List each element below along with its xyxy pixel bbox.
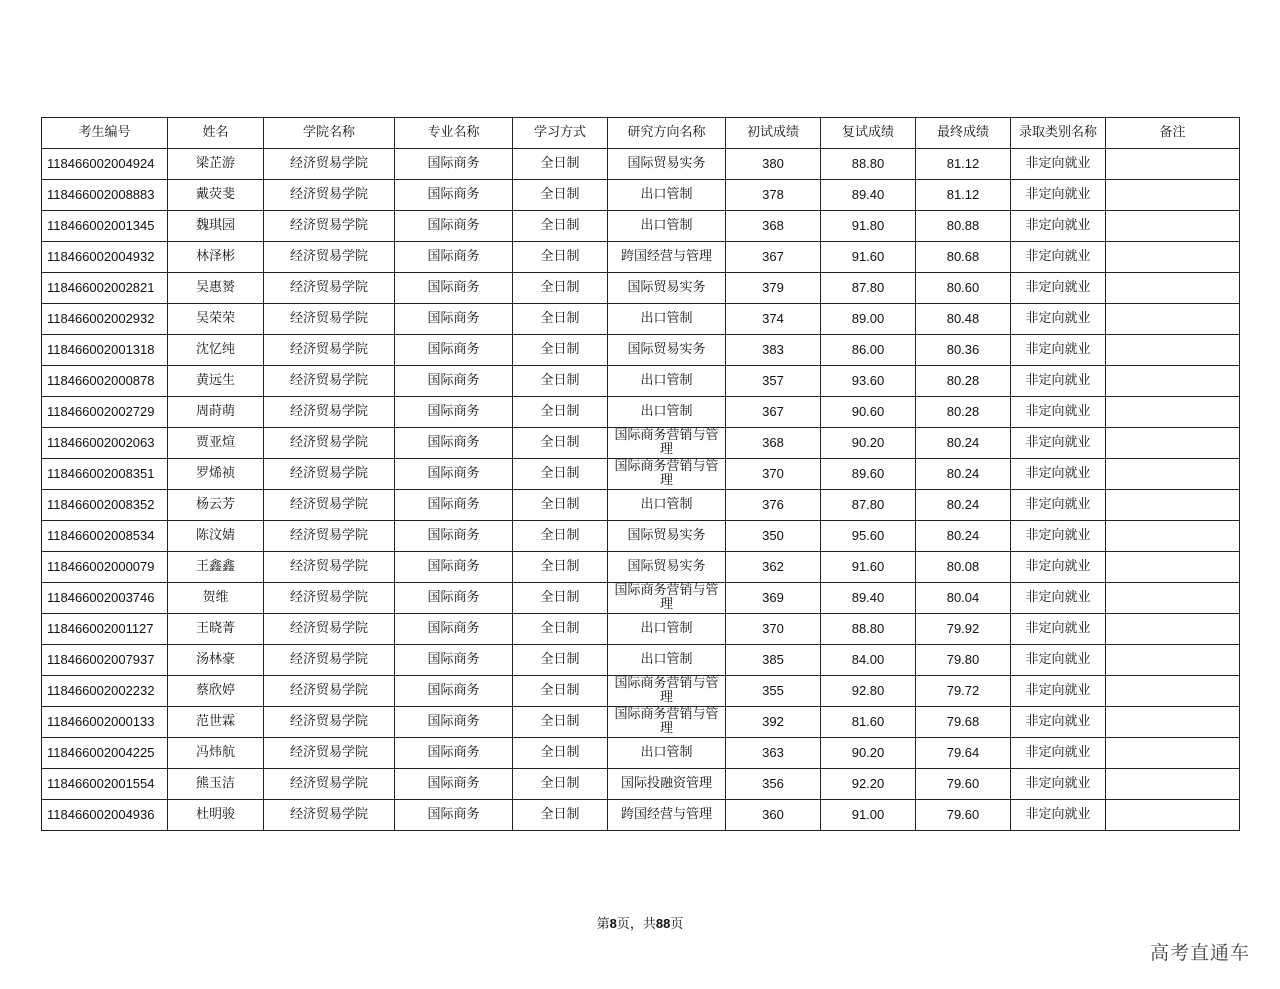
remarks-cell [1106, 583, 1240, 614]
final-score-cell: 81.12 [916, 149, 1011, 180]
admission-type-cell: 非定向就业 [1011, 366, 1106, 397]
college-cell: 经济贸易学院 [264, 428, 395, 459]
initial-score-cell: 362 [726, 552, 821, 583]
admission-type-cell: 非定向就业 [1011, 490, 1106, 521]
retest-score-cell: 81.60 [821, 707, 916, 738]
college-cell: 经济贸易学院 [264, 614, 395, 645]
initial-score-cell: 350 [726, 521, 821, 552]
retest-score-cell: 87.80 [821, 273, 916, 304]
initial-score-cell: 374 [726, 304, 821, 335]
page-footer [0, 913, 1280, 932]
major-cell: 国际商务 [395, 707, 513, 738]
research-direction-cell: 国际贸易实务 [608, 335, 726, 366]
exam-id-cell: 118466002001554 [42, 769, 168, 800]
admission-type-cell: 非定向就业 [1011, 242, 1106, 273]
research-direction-cell: 国际商务营销与管理 [608, 707, 726, 738]
admission-type-cell: 非定向就业 [1011, 738, 1106, 769]
table-row [42, 366, 1240, 397]
table-row [42, 645, 1240, 676]
exam-id-cell: 118466002000079 [42, 552, 168, 583]
major-cell: 国际商务 [395, 335, 513, 366]
remarks-cell [1106, 242, 1240, 273]
study-mode-cell: 全日制 [513, 490, 608, 521]
final-score-cell: 81.12 [916, 180, 1011, 211]
initial-score-cell: 370 [726, 459, 821, 490]
name-cell: 林泽彬 [168, 242, 264, 273]
research-direction-cell: 国际贸易实务 [608, 552, 726, 583]
initial-score-cell: 380 [726, 149, 821, 180]
college-cell: 经济贸易学院 [264, 366, 395, 397]
remarks-cell [1106, 366, 1240, 397]
final-score-cell: 80.24 [916, 428, 1011, 459]
exam-id-cell: 118466002008534 [42, 521, 168, 552]
name-cell: 王鑫鑫 [168, 552, 264, 583]
major-cell: 国际商务 [395, 769, 513, 800]
initial-score-cell: 355 [726, 676, 821, 707]
retest-score-cell: 91.80 [821, 211, 916, 242]
name-cell: 周莳萌 [168, 397, 264, 428]
name-cell: 吴惠赟 [168, 273, 264, 304]
admission-type-cell: 非定向就业 [1011, 428, 1106, 459]
table-row [42, 676, 1240, 707]
header-row [42, 118, 1240, 149]
exam-id-cell: 118466002002932 [42, 304, 168, 335]
retest-score-cell: 88.80 [821, 149, 916, 180]
admission-type-cell: 非定向就业 [1011, 707, 1106, 738]
major-cell: 国际商务 [395, 366, 513, 397]
study-mode-cell: 全日制 [513, 459, 608, 490]
name-cell: 汤林豪 [168, 645, 264, 676]
major-cell: 国际商务 [395, 397, 513, 428]
initial-score-cell: 370 [726, 614, 821, 645]
remarks-cell [1106, 645, 1240, 676]
research-direction-cell: 出口管制 [608, 738, 726, 769]
table-row [42, 273, 1240, 304]
exam-id-cell: 118466002004936 [42, 800, 168, 831]
exam-id-cell: 118466002002063 [42, 428, 168, 459]
research-direction-cell: 国际贸易实务 [608, 149, 726, 180]
exam-id-cell: 118466002002232 [42, 676, 168, 707]
retest-score-cell: 88.80 [821, 614, 916, 645]
admission-type-cell: 非定向就业 [1011, 273, 1106, 304]
study-mode-cell: 全日制 [513, 769, 608, 800]
study-mode-cell: 全日制 [513, 304, 608, 335]
retest-score-cell: 92.80 [821, 676, 916, 707]
research-direction-cell: 出口管制 [608, 211, 726, 242]
remarks-cell [1106, 614, 1240, 645]
final-score-cell: 80.88 [916, 211, 1011, 242]
research-direction-cell: 出口管制 [608, 645, 726, 676]
major-cell: 国际商务 [395, 583, 513, 614]
table-row [42, 738, 1240, 769]
admission-type-cell: 非定向就业 [1011, 521, 1106, 552]
name-cell: 王晓菁 [168, 614, 264, 645]
exam-id-cell: 118466002007937 [42, 645, 168, 676]
remarks-cell [1106, 800, 1240, 831]
exam-id-cell: 118466002008883 [42, 180, 168, 211]
college-cell: 经济贸易学院 [264, 242, 395, 273]
college-cell: 经济贸易学院 [264, 397, 395, 428]
retest-score-cell: 93.60 [821, 366, 916, 397]
retest-score-cell: 91.60 [821, 242, 916, 273]
research-direction-cell: 国际贸易实务 [608, 521, 726, 552]
exam-id-cell: 118466002000133 [42, 707, 168, 738]
initial-score-cell: 356 [726, 769, 821, 800]
name-cell: 戴荧斐 [168, 180, 264, 211]
name-cell: 陈汶婧 [168, 521, 264, 552]
major-cell: 国际商务 [395, 552, 513, 583]
study-mode-cell: 全日制 [513, 335, 608, 366]
admission-type-cell: 非定向就业 [1011, 397, 1106, 428]
initial-score-cell: 367 [726, 397, 821, 428]
research-direction-cell: 国际贸易实务 [608, 273, 726, 304]
table-row [42, 428, 1240, 459]
study-mode-cell: 全日制 [513, 397, 608, 428]
table-row [42, 304, 1240, 335]
remarks-cell [1106, 397, 1240, 428]
final-score-cell: 79.60 [916, 800, 1011, 831]
admission-type-cell: 非定向就业 [1011, 800, 1106, 831]
col-header-name: 姓名 [168, 118, 264, 149]
admission-type-cell: 非定向就业 [1011, 769, 1106, 800]
retest-score-cell: 89.40 [821, 583, 916, 614]
initial-score-cell: 368 [726, 211, 821, 242]
col-header-college: 学院名称 [264, 118, 395, 149]
footer-suffix: 页 [670, 917, 684, 932]
final-score-cell: 79.80 [916, 645, 1011, 676]
college-cell: 经济贸易学院 [264, 707, 395, 738]
study-mode-cell: 全日制 [513, 180, 608, 211]
table-row [42, 583, 1240, 614]
major-cell: 国际商务 [395, 614, 513, 645]
study-mode-cell: 全日制 [513, 707, 608, 738]
college-cell: 经济贸易学院 [264, 738, 395, 769]
col-header-research-direction: 研究方向名称 [608, 118, 726, 149]
research-direction-cell: 出口管制 [608, 490, 726, 521]
initial-score-cell: 392 [726, 707, 821, 738]
initial-score-cell: 376 [726, 490, 821, 521]
exam-id-cell: 118466002008352 [42, 490, 168, 521]
major-cell: 国际商务 [395, 676, 513, 707]
retest-score-cell: 91.00 [821, 800, 916, 831]
name-cell: 罗烯祯 [168, 459, 264, 490]
name-cell: 蔡欣婷 [168, 676, 264, 707]
name-cell: 范世霖 [168, 707, 264, 738]
study-mode-cell: 全日制 [513, 521, 608, 552]
research-direction-cell: 国际投融资管理 [608, 769, 726, 800]
admission-type-cell: 非定向就业 [1011, 676, 1106, 707]
exam-id-cell: 118466002002821 [42, 273, 168, 304]
final-score-cell: 79.64 [916, 738, 1011, 769]
major-cell: 国际商务 [395, 738, 513, 769]
initial-score-cell: 383 [726, 335, 821, 366]
admission-type-cell: 非定向就业 [1011, 552, 1106, 583]
admission-type-cell: 非定向就业 [1011, 614, 1106, 645]
exam-id-cell: 118466002008351 [42, 459, 168, 490]
final-score-cell: 79.60 [916, 769, 1011, 800]
admission-type-cell: 非定向就业 [1011, 180, 1106, 211]
col-header-exam-id: 考生编号 [42, 118, 168, 149]
initial-score-cell: 385 [726, 645, 821, 676]
research-direction-cell: 国际商务营销与管理 [608, 459, 726, 490]
college-cell: 经济贸易学院 [264, 304, 395, 335]
retest-score-cell: 90.20 [821, 428, 916, 459]
remarks-cell [1106, 490, 1240, 521]
name-cell: 杨云芳 [168, 490, 264, 521]
name-cell: 冯炜航 [168, 738, 264, 769]
table-row [42, 459, 1240, 490]
research-direction-cell: 出口管制 [608, 304, 726, 335]
footer-total-pages: 88 [655, 916, 671, 931]
retest-score-cell: 92.20 [821, 769, 916, 800]
major-cell: 国际商务 [395, 180, 513, 211]
study-mode-cell: 全日制 [513, 149, 608, 180]
research-direction-cell: 国际商务营销与管理 [608, 428, 726, 459]
exam-id-cell: 118466002000878 [42, 366, 168, 397]
name-cell: 黄远生 [168, 366, 264, 397]
study-mode-cell: 全日制 [513, 583, 608, 614]
col-header-remarks: 备注 [1106, 118, 1240, 149]
table-row [42, 800, 1240, 831]
col-header-admission-type: 录取类别名称 [1011, 118, 1106, 149]
retest-score-cell: 90.60 [821, 397, 916, 428]
study-mode-cell: 全日制 [513, 738, 608, 769]
name-cell: 沈忆纯 [168, 335, 264, 366]
table-body [42, 149, 1240, 831]
major-cell: 国际商务 [395, 149, 513, 180]
final-score-cell: 80.24 [916, 521, 1011, 552]
college-cell: 经济贸易学院 [264, 149, 395, 180]
col-header-retest-score: 复试成绩 [821, 118, 916, 149]
study-mode-cell: 全日制 [513, 800, 608, 831]
final-score-cell: 80.08 [916, 552, 1011, 583]
remarks-cell [1106, 273, 1240, 304]
college-cell: 经济贸易学院 [264, 211, 395, 242]
study-mode-cell: 全日制 [513, 366, 608, 397]
name-cell: 梁芷游 [168, 149, 264, 180]
final-score-cell: 79.92 [916, 614, 1011, 645]
name-cell: 贾亚煊 [168, 428, 264, 459]
admission-table [41, 117, 1240, 831]
remarks-cell [1106, 428, 1240, 459]
final-score-cell: 80.48 [916, 304, 1011, 335]
college-cell: 经济贸易学院 [264, 335, 395, 366]
remarks-cell [1106, 304, 1240, 335]
research-direction-cell: 国际商务营销与管理 [608, 583, 726, 614]
major-cell: 国际商务 [395, 304, 513, 335]
exam-id-cell: 118466002001318 [42, 335, 168, 366]
major-cell: 国际商务 [395, 459, 513, 490]
college-cell: 经济贸易学院 [264, 583, 395, 614]
retest-score-cell: 86.00 [821, 335, 916, 366]
remarks-cell [1106, 707, 1240, 738]
admission-type-cell: 非定向就业 [1011, 645, 1106, 676]
remarks-cell [1106, 521, 1240, 552]
table-row [42, 490, 1240, 521]
name-cell: 贺维 [168, 583, 264, 614]
retest-score-cell: 84.00 [821, 645, 916, 676]
college-cell: 经济贸易学院 [264, 800, 395, 831]
final-score-cell: 80.24 [916, 459, 1011, 490]
major-cell: 国际商务 [395, 273, 513, 304]
major-cell: 国际商务 [395, 428, 513, 459]
exam-id-cell: 118466002003746 [42, 583, 168, 614]
initial-score-cell: 367 [726, 242, 821, 273]
admission-type-cell: 非定向就业 [1011, 304, 1106, 335]
final-score-cell: 79.68 [916, 707, 1011, 738]
table-row [42, 149, 1240, 180]
major-cell: 国际商务 [395, 800, 513, 831]
remarks-cell [1106, 552, 1240, 583]
college-cell: 经济贸易学院 [264, 676, 395, 707]
initial-score-cell: 357 [726, 366, 821, 397]
table-row [42, 552, 1240, 583]
remarks-cell [1106, 459, 1240, 490]
col-header-study-mode: 学习方式 [513, 118, 608, 149]
retest-score-cell: 89.40 [821, 180, 916, 211]
initial-score-cell: 378 [726, 180, 821, 211]
name-cell: 吴荣荣 [168, 304, 264, 335]
remarks-cell [1106, 149, 1240, 180]
retest-score-cell: 89.00 [821, 304, 916, 335]
research-direction-cell: 出口管制 [608, 366, 726, 397]
admission-type-cell: 非定向就业 [1011, 583, 1106, 614]
name-cell: 魏琪园 [168, 211, 264, 242]
retest-score-cell: 90.20 [821, 738, 916, 769]
table-row [42, 397, 1240, 428]
remarks-cell [1106, 769, 1240, 800]
college-cell: 经济贸易学院 [264, 552, 395, 583]
remarks-cell [1106, 211, 1240, 242]
remarks-cell [1106, 676, 1240, 707]
table-row [42, 707, 1240, 738]
retest-score-cell: 87.80 [821, 490, 916, 521]
admission-type-cell: 非定向就业 [1011, 335, 1106, 366]
initial-score-cell: 360 [726, 800, 821, 831]
college-cell: 经济贸易学院 [264, 273, 395, 304]
study-mode-cell: 全日制 [513, 614, 608, 645]
exam-id-cell: 118466002004932 [42, 242, 168, 273]
research-direction-cell: 跨国经营与管理 [608, 242, 726, 273]
remarks-cell [1106, 180, 1240, 211]
final-score-cell: 80.68 [916, 242, 1011, 273]
college-cell: 经济贸易学院 [264, 521, 395, 552]
research-direction-cell: 出口管制 [608, 614, 726, 645]
exam-id-cell: 118466002001127 [42, 614, 168, 645]
major-cell: 国际商务 [395, 242, 513, 273]
final-score-cell: 80.04 [916, 583, 1011, 614]
final-score-cell: 80.36 [916, 335, 1011, 366]
exam-id-cell: 118466002004225 [42, 738, 168, 769]
name-cell: 熊玉洁 [168, 769, 264, 800]
admission-type-cell: 非定向就业 [1011, 459, 1106, 490]
research-direction-cell: 出口管制 [608, 397, 726, 428]
exam-id-cell: 118466002001345 [42, 211, 168, 242]
initial-score-cell: 363 [726, 738, 821, 769]
table-row [42, 211, 1240, 242]
study-mode-cell: 全日制 [513, 676, 608, 707]
footer-page-number: 8 [609, 916, 617, 931]
col-header-final-score: 最终成绩 [916, 118, 1011, 149]
exam-id-cell: 118466002004924 [42, 149, 168, 180]
college-cell: 经济贸易学院 [264, 459, 395, 490]
retest-score-cell: 91.60 [821, 552, 916, 583]
college-cell: 经济贸易学院 [264, 769, 395, 800]
initial-score-cell: 368 [726, 428, 821, 459]
research-direction-cell: 出口管制 [608, 180, 726, 211]
major-cell: 国际商务 [395, 521, 513, 552]
study-mode-cell: 全日制 [513, 552, 608, 583]
table-row [42, 614, 1240, 645]
watermark-text: 高考直通车 [1149, 942, 1250, 964]
admission-type-cell: 非定向就业 [1011, 149, 1106, 180]
initial-score-cell: 379 [726, 273, 821, 304]
footer-middle: 页，共 [616, 917, 656, 932]
major-cell: 国际商务 [395, 645, 513, 676]
remarks-cell [1106, 738, 1240, 769]
research-direction-cell: 跨国经营与管理 [608, 800, 726, 831]
exam-id-cell: 118466002002729 [42, 397, 168, 428]
admission-type-cell: 非定向就业 [1011, 211, 1106, 242]
table-row [42, 335, 1240, 366]
college-cell: 经济贸易学院 [264, 645, 395, 676]
study-mode-cell: 全日制 [513, 242, 608, 273]
study-mode-cell: 全日制 [513, 273, 608, 304]
major-cell: 国际商务 [395, 211, 513, 242]
table-row [42, 769, 1240, 800]
study-mode-cell: 全日制 [513, 645, 608, 676]
initial-score-cell: 369 [726, 583, 821, 614]
final-score-cell: 80.28 [916, 366, 1011, 397]
col-header-initial-score: 初试成绩 [726, 118, 821, 149]
remarks-cell [1106, 335, 1240, 366]
final-score-cell: 80.28 [916, 397, 1011, 428]
table-row [42, 180, 1240, 211]
footer-prefix: 第 [596, 917, 610, 932]
retest-score-cell: 95.60 [821, 521, 916, 552]
table-row [42, 242, 1240, 273]
major-cell: 国际商务 [395, 490, 513, 521]
name-cell: 杜明骏 [168, 800, 264, 831]
retest-score-cell: 89.60 [821, 459, 916, 490]
table-row [42, 521, 1240, 552]
college-cell: 经济贸易学院 [264, 490, 395, 521]
col-header-major: 专业名称 [395, 118, 513, 149]
college-cell: 经济贸易学院 [264, 180, 395, 211]
study-mode-cell: 全日制 [513, 211, 608, 242]
study-mode-cell: 全日制 [513, 428, 608, 459]
final-score-cell: 80.60 [916, 273, 1011, 304]
final-score-cell: 80.24 [916, 490, 1011, 521]
final-score-cell: 79.72 [916, 676, 1011, 707]
research-direction-cell: 国际商务营销与管理 [608, 676, 726, 707]
